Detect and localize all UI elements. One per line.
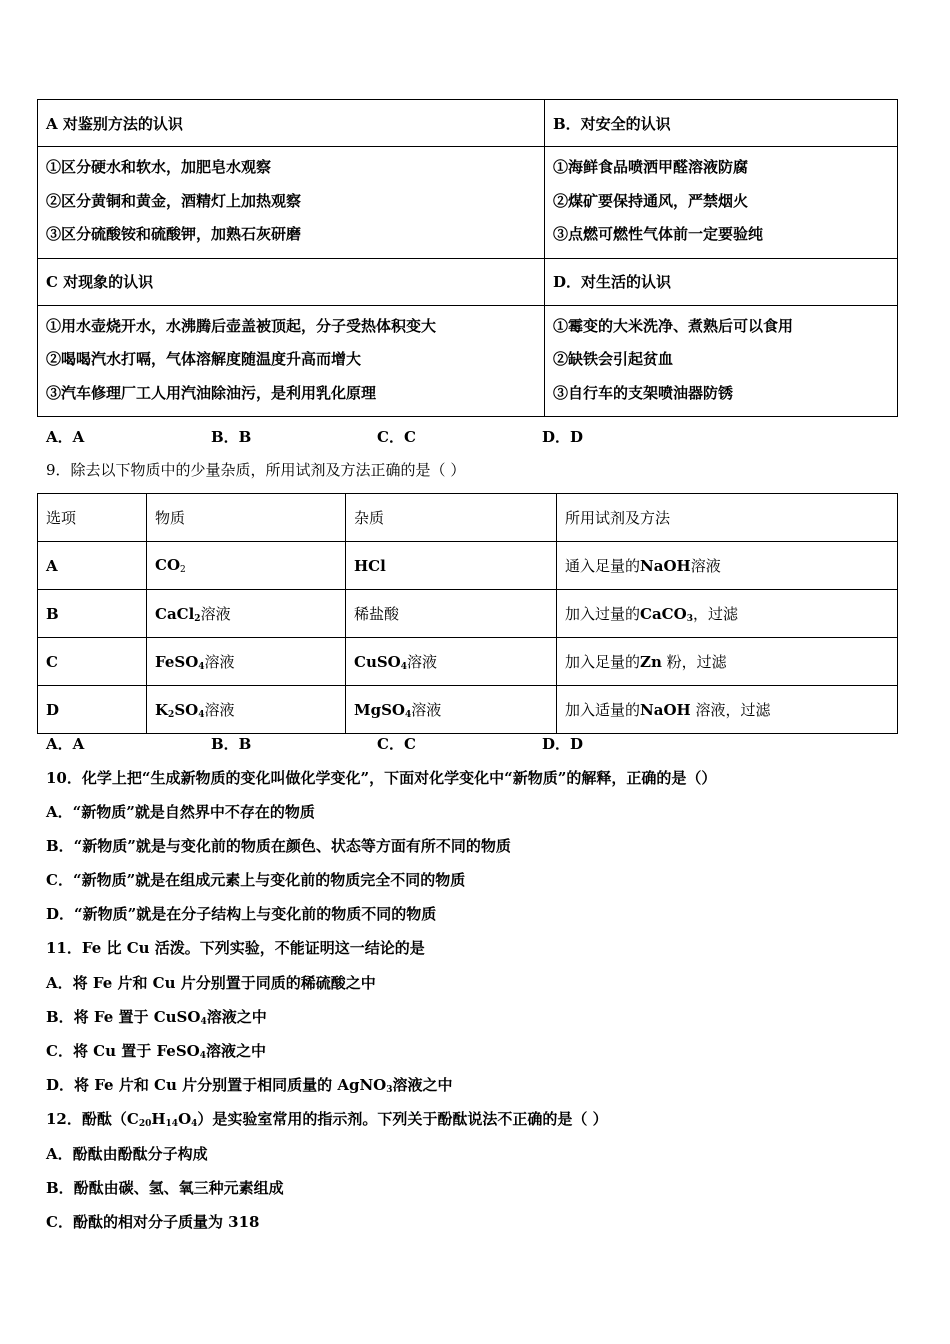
q8-option-d[interactable]: D．D	[542, 428, 584, 446]
table-row	[38, 542, 898, 590]
q11-option-a[interactable]: A．将 Fe 片和 Cu 片分别置于同质的稀硫酸之中	[46, 974, 376, 992]
q8-a-item: ②区分黄铜和黄金，酒精灯上加热观察	[46, 191, 302, 210]
q10-option-a[interactable]: A．“新物质”就是自然界中不存在的物质	[46, 803, 315, 821]
q8-b-items	[545, 147, 898, 259]
q8-c-item: ③汽车修理厂工人用汽油除油污，是利用乳化原理	[46, 383, 377, 402]
q8-c-items	[38, 305, 545, 417]
q8-option-b[interactable]: B．B	[211, 428, 252, 446]
q9-row-method: 加入适量的NaOH 溶液，过滤	[557, 686, 898, 734]
q9-table	[37, 493, 898, 734]
q12-option-b[interactable]: B．酚酞由碳、氢、氧三种元素组成	[46, 1179, 284, 1197]
q9-row-impurity: MgSO$_4$溶液	[346, 686, 557, 734]
q10-option-c[interactable]: C．“新物质”就是在组成元素上与变化前的物质完全不同的物质	[46, 871, 466, 889]
q9-header-option: 选项	[38, 494, 147, 542]
q8-table	[37, 99, 898, 417]
q11-option-d[interactable]: D．将 Fe 片和 Cu 片分别置于相同质量的 AgNO$_3$溶液之中	[46, 1076, 453, 1095]
q8-b-item: ③点燃可燃性气体前一定要验纯	[553, 225, 764, 243]
q9-option-a[interactable]: A．A	[46, 735, 85, 753]
q8-d-item: ②缺铁会引起贫血	[553, 350, 674, 368]
q8-c-item: ①用水壶烧开水，水沸腾后壶盖被顶起，分子受热体积变大	[46, 316, 437, 335]
q8-d-items	[545, 305, 898, 417]
q8-b-item: ②煤矿要保持通风，严禁烟火	[553, 191, 749, 210]
q8-a-item: ①区分硬水和软水，加肥皂水观察	[46, 158, 272, 176]
q9-row-option: D	[38, 686, 147, 734]
q8-b-title: B．对安全的认识	[545, 100, 898, 147]
q9-row-substance: $CO_2$	[147, 542, 346, 590]
q10-option-b[interactable]: B．“新物质”就是与变化前的物质在颜色、状态等方面有所不同的物质	[46, 837, 511, 855]
q9-option-b[interactable]: B．B	[211, 735, 252, 753]
table-row	[38, 638, 898, 686]
q9-option-c[interactable]: C．C	[377, 735, 416, 753]
q9-row-option: B	[38, 590, 147, 638]
q8-a-item: ③区分硫酸铵和硫酸钾，加熟石灰研磨	[46, 225, 302, 243]
q11-option-c[interactable]: C．将 Cu 置于 FeSO$_4$溶液之中	[46, 1042, 267, 1061]
q8-c-title: C 对现象的认识	[38, 258, 545, 305]
q8-d-item: ③自行车的支架喷油器防锈	[553, 383, 734, 402]
q9-stem: 9．除去以下物质中的少量杂质，所用试剂及方法正确的是（ ）	[46, 461, 466, 479]
q8-b-item: ①海鲜食品喷洒甲醛溶液防腐	[553, 158, 749, 176]
q12-option-a[interactable]: A．酚酞由酚酞分子构成	[46, 1145, 208, 1163]
q9-row-impurity: HCl	[346, 542, 557, 590]
table-row	[38, 686, 898, 734]
q9-row-method: 加入足量的Zn 粉，过滤	[557, 638, 898, 686]
q12-option-c[interactable]: C．酚酞的相对分子质量为 318	[46, 1213, 260, 1231]
q9-row-option: C	[38, 638, 147, 686]
q8-option-a[interactable]: A．A	[46, 428, 85, 446]
q9-row-substance: $K_2SO_4$溶液	[147, 686, 346, 734]
q10-stem: 10．化学上把“生成新物质的变化叫做化学变化”，下面对化学变化中“新物质”的解释，正确的是（）	[46, 769, 717, 787]
q11-option-b[interactable]: B．将 Fe 置于 CuSO$_4$溶液之中	[46, 1008, 267, 1027]
q9-row-substance: CaCl$_2$溶液	[147, 590, 346, 638]
q9-row-option: A	[38, 542, 147, 590]
q12-stem: 12．酚酞$(C_{20}H_{14}O_4)$是实验室常用的指示剂。下列关于酚酞说法不正确的是（ ）	[46, 1110, 608, 1129]
q9-header-method: 所用试剂及方法	[557, 494, 898, 542]
q9-option-d[interactable]: D．D	[542, 735, 584, 753]
q11-stem: 11．Fe 比 Cu 活泼。下列实验，不能证明这一结论的是	[46, 939, 425, 957]
table-row	[38, 590, 898, 638]
q9-row-impurity: CuSO$_4$溶液	[346, 638, 557, 686]
q8-a-title: A 对鉴别方法的认识	[38, 100, 545, 147]
q8-a-items	[38, 147, 545, 259]
q8-d-title: D．对生活的认识	[545, 258, 898, 305]
q9-header-impurity: 杂质	[346, 494, 557, 542]
q8-option-c[interactable]: C．C	[377, 428, 416, 446]
q8-c-item: ②喝喝汽水打嗝，气体溶解度随温度升高而增大	[46, 350, 362, 368]
q9-row-method: 加入过量的CaCO$_3$，过滤	[557, 590, 898, 638]
q10-option-d[interactable]: D．“新物质”就是在分子结构上与变化前的物质不同的物质	[46, 905, 437, 923]
q9-row-substance: FeSO$_4$溶液	[147, 638, 346, 686]
q9-header-substance: 物质	[147, 494, 346, 542]
q9-row-impurity: 稀盐酸	[346, 590, 557, 638]
q9-row-method: 通入足量的NaOH溶液	[557, 542, 898, 590]
q8-d-item: ①霉变的大米洗净、煮熟后可以食用	[553, 316, 794, 335]
